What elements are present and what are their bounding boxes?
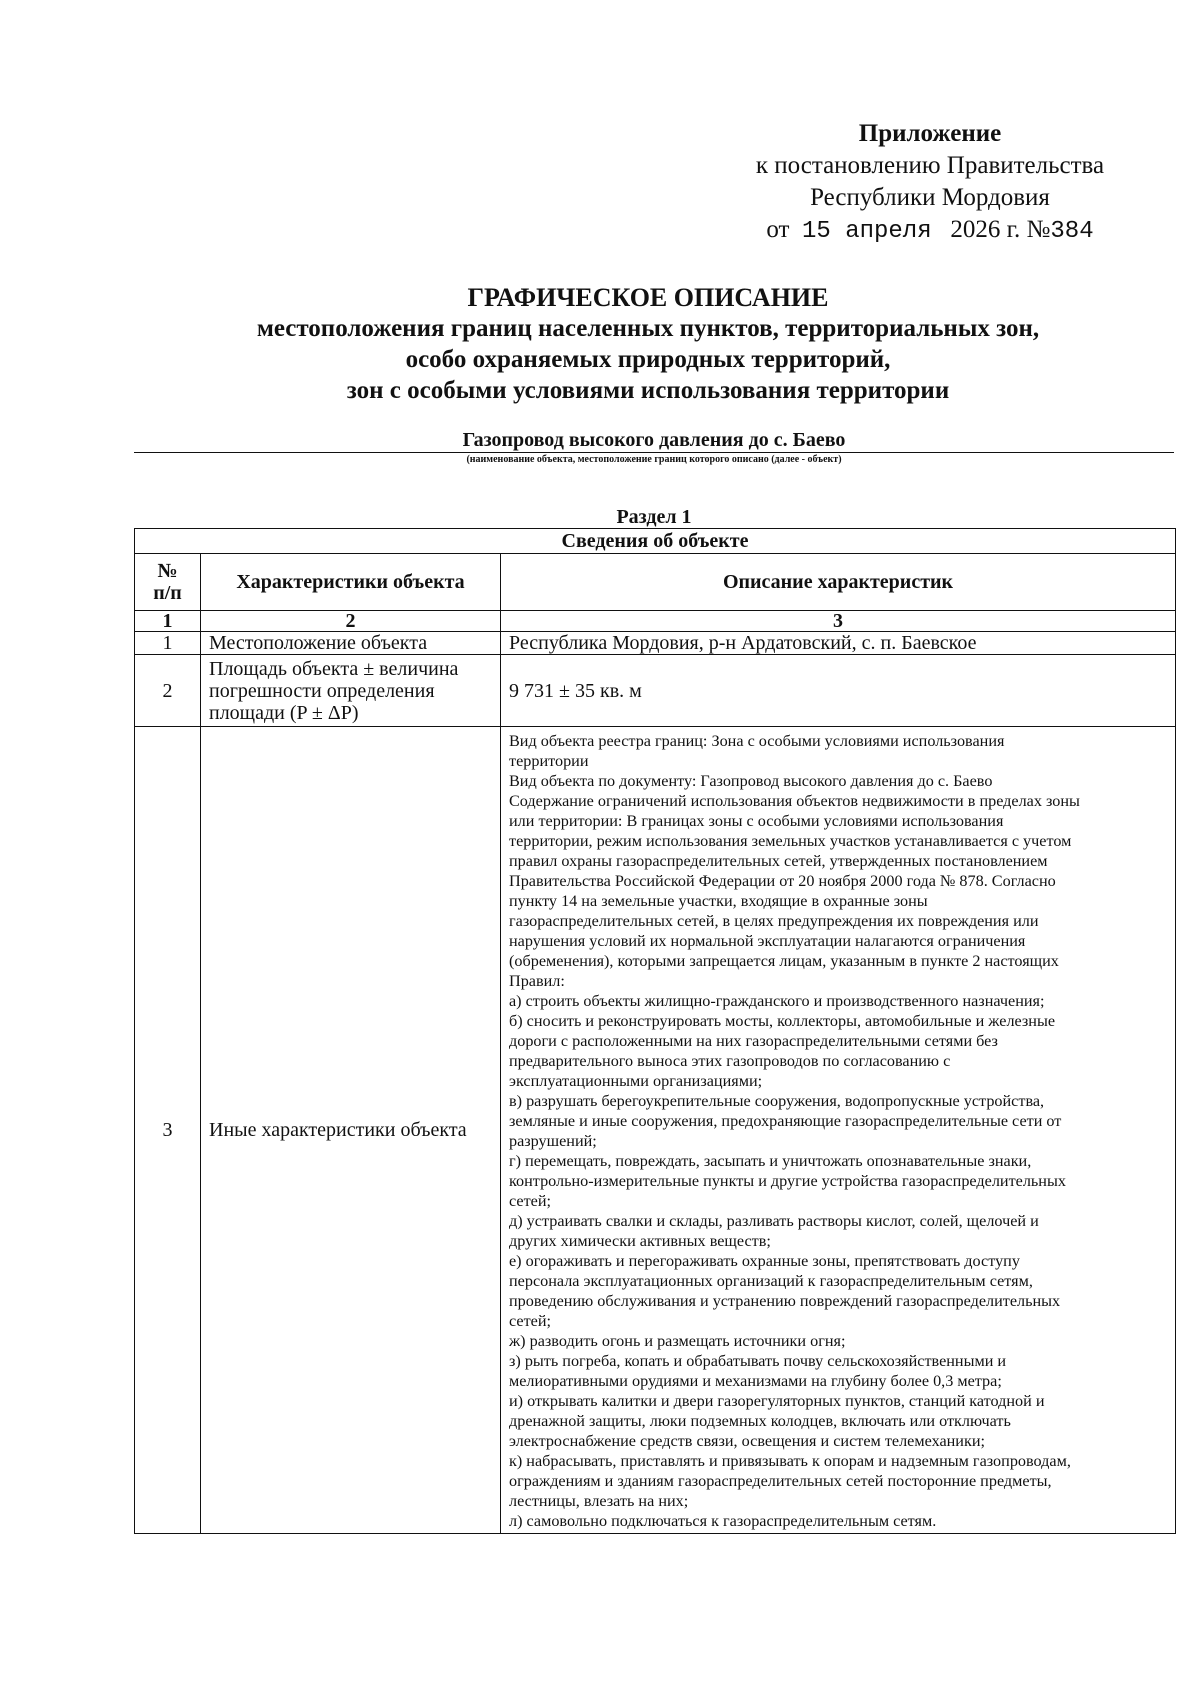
row-name: Иные характеристики объекта xyxy=(201,727,501,1534)
date-year: 2026 г. № xyxy=(950,216,1051,243)
table-caption: Сведения об объекте xyxy=(135,529,1176,554)
header-description: Описание характеристик xyxy=(501,554,1176,611)
description-line: эксплуатационными организациями; xyxy=(509,1072,763,1090)
description-line: д) устраивать свалки и склады, разливать растворы кислот, солей, щелочей и xyxy=(509,1212,1039,1230)
description-line: Вид объекта по документу: Газопровод высокого давления до с. Баево xyxy=(509,772,993,790)
appendix-block xyxy=(720,118,1140,248)
description-line: а) строить объекты жилищно-гражданского и производственного назначения; xyxy=(509,992,1045,1010)
description-line: ограждениям и зданиям газораспределительных сетей посторонние предметы, xyxy=(509,1472,1052,1490)
col-number-1: 1 xyxy=(135,611,201,632)
description-line: Вид объекта реестра границ: Зона с особыми условиями использования xyxy=(509,732,1005,750)
description-line: мелиоративными орудиями и механизмами на глубину более 0,3 метра; xyxy=(509,1372,1002,1390)
description-line: лестницы, влезать на них; xyxy=(509,1492,689,1510)
document-title: ГРАФИЧЕСКОЕ ОПИСАНИЕ xyxy=(467,283,829,312)
description-line: газораспределительных сетей, в целях предупреждения их повреждения или xyxy=(509,912,1039,930)
document-number: 384 xyxy=(1050,218,1094,245)
description-line: территории xyxy=(509,752,589,770)
heading-line-2: особо охраняемых природных территорий, xyxy=(405,346,891,373)
description-line: нарушения условий их нормальной эксплуатации налагаются ограничения xyxy=(509,932,1026,950)
description-line: предварительного выноса этих газопроводов по согласованию с xyxy=(509,1052,951,1070)
description-line: л) самовольно подключаться к газораспределительным сетям. xyxy=(509,1512,937,1530)
description-line: Правил: xyxy=(509,972,565,990)
description-line: Содержание ограничений использования объектов недвижимости в пределах зоны xyxy=(509,792,1080,810)
object-info-table xyxy=(134,528,1176,1534)
description-line: пункту 14 на земельные участки, входящие в охранные зоны xyxy=(509,892,928,910)
date-prefix: от xyxy=(766,216,790,243)
row-name: Площадь объекта ± величина погрешности определения площади (P ± ΔP) xyxy=(201,655,501,727)
document-heading xyxy=(120,282,1176,406)
row-num: 2 xyxy=(135,655,201,727)
table-row xyxy=(135,655,1176,727)
appendix-line-1: к постановлению Правительства xyxy=(755,152,1105,179)
description-line: ж) разводить огонь и размещать источники огня; xyxy=(509,1332,846,1350)
description-line: и) открывать калитки и двери газорегуляторных пунктов, станций катодной и xyxy=(509,1392,1045,1410)
description-line: к) набрасывать, приставлять и привязывать к опорам и надземным газопроводам, xyxy=(509,1452,1071,1470)
description-line: территории, режим использования земельных участков устанавливается с учетом xyxy=(509,832,1072,850)
row-value: 9 731 ± 35 кв. м xyxy=(501,655,1176,727)
description-line: г) перемещать, повреждать, засыпать и уничтожать опознавательные знаки, xyxy=(509,1152,1032,1170)
description-line: проведению обслуживания и устранению повреждений газораспределительных xyxy=(509,1292,1061,1310)
row-description xyxy=(501,727,1176,1534)
column-numbers-row xyxy=(135,611,1176,632)
description-line: (обременения), которыми запрещается лицам, указанным в пункте 2 настоящих xyxy=(509,952,1059,970)
description-line: Правительства Российской Федерации от 20 ноября 2000 года № 878. Согласно xyxy=(509,872,1056,890)
appendix-date xyxy=(720,214,1140,248)
description-line: земляные и иные сооружения, предохраняющие газораспределительные сети от xyxy=(509,1112,1062,1130)
header-num-line-1: № xyxy=(157,560,178,582)
appendix-line-2: Республики Мордовия xyxy=(810,184,1050,211)
object-underline xyxy=(134,452,1174,453)
header-characteristics: Характеристики объекта xyxy=(201,554,501,611)
description-line: правил охраны газораспределительных сетей, утвержденных постановлением xyxy=(509,852,1048,870)
object-note: (наименование объекта, местоположение границ которого описано (далее - объект) xyxy=(466,454,842,465)
row-name: Местоположение объекта xyxy=(201,632,501,655)
appendix-title: Приложение xyxy=(858,120,1002,147)
heading-line-3: зон с особыми условиями использования территории xyxy=(346,377,950,404)
header-num-line-2: п/п xyxy=(153,582,182,604)
row-num: 1 xyxy=(135,632,201,655)
table-header-row xyxy=(135,554,1176,611)
date-day-month: 15 апреля xyxy=(801,218,932,245)
description-line: дренажной защиты, люки подземных колодцев, включать или отключать xyxy=(509,1412,1011,1430)
description-line: персонала эксплуатационных организаций к газораспределительным сетям, xyxy=(509,1272,1033,1290)
description-line: сетей; xyxy=(509,1312,551,1330)
object-name: Газопровод высокого давления до с. Баево xyxy=(462,429,846,451)
description-line: сетей; xyxy=(509,1192,551,1210)
description-line: других химически активных веществ; xyxy=(509,1232,771,1250)
table-row xyxy=(135,727,1176,1534)
description-line: электроснабжение средств связи, освещения и систем телемеханики; xyxy=(509,1432,985,1450)
description-line: е) огораживать и перегораживать охранные зоны, препятствовать доступу xyxy=(509,1252,1020,1270)
description-line: з) рыть погреба, копать и обрабатывать почву сельскохозяйственными и xyxy=(509,1352,1007,1370)
description-line: контрольно-измерительные пункты и другие устройства газораспределительных xyxy=(509,1172,1066,1190)
table-caption-row xyxy=(135,529,1176,554)
row-value: Республика Мордовия, р-н Ардатовский, с. п. Баевское xyxy=(501,632,1176,655)
row-num: 3 xyxy=(135,727,201,1534)
table-row xyxy=(135,632,1176,655)
description-line: разрушений; xyxy=(509,1132,597,1150)
section-title: Раздел 1 xyxy=(616,506,692,528)
col-number-2: 2 xyxy=(201,611,501,632)
heading-line-1: местоположения границ населенных пунктов, территориальных зон, xyxy=(256,315,1040,342)
header-num xyxy=(135,554,201,611)
description-line: б) сносить и реконструировать мосты, коллекторы, автомобильные и железные xyxy=(509,1012,1056,1030)
description-line: дороги с расположенными на них газораспределительными сетями без xyxy=(509,1032,998,1050)
col-number-3: 3 xyxy=(501,611,1176,632)
description-line: или территории: В границах зоны с особыми условиями использования xyxy=(509,812,1004,830)
description-line: в) разрушать берегоукрепительные сооружения, водопропускные устройства, xyxy=(509,1092,1045,1110)
